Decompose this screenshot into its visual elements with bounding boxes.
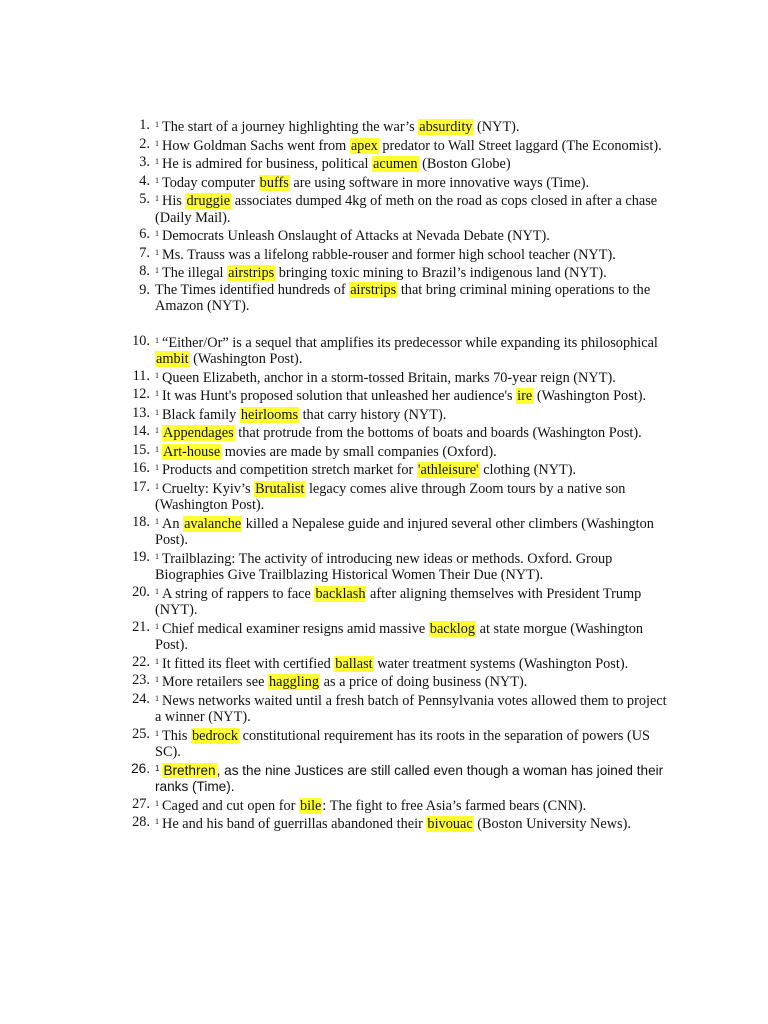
sentence-text: Black family xyxy=(162,406,240,423)
item-number: 17. xyxy=(132,478,150,495)
footnote-marker: 1 xyxy=(155,266,159,275)
footnote-marker: 1 xyxy=(155,426,159,435)
item-number: 24. xyxy=(132,690,150,707)
item-number: 18. xyxy=(132,513,150,530)
sentence-text: Today computer xyxy=(162,174,259,191)
sentence-text: water treatment systems (Washington Post). xyxy=(373,655,629,672)
list-item xyxy=(0,136,768,155)
sentence-text: associates dumped 4kg of meth on the road as cops closed in after a chase (Daily Mail). xyxy=(155,193,658,226)
footnote-marker: 1 xyxy=(155,389,159,398)
footnote-marker: 1 xyxy=(155,335,159,345)
highlighted-word: ballast xyxy=(335,655,373,672)
item-number: 22. xyxy=(132,653,150,670)
sentence-text: The Times identified hundreds of xyxy=(155,281,350,298)
sentence-text: Caged and cut open for xyxy=(162,797,299,814)
sentence-text: killed a Nepalese guide and injured several other climbers (Washington Post). xyxy=(155,515,654,548)
item-number: 15. xyxy=(132,441,150,458)
footnote-marker: 1 xyxy=(155,175,159,185)
item-number: 1. xyxy=(139,117,150,133)
list-item xyxy=(0,117,768,136)
footnote-marker: 1 xyxy=(155,728,159,738)
sentence-text: More retailers see xyxy=(162,674,268,690)
footnote-marker: 1 xyxy=(155,817,159,826)
sentence-text: This xyxy=(162,727,191,744)
list-item xyxy=(0,654,768,673)
list-item xyxy=(0,226,768,245)
highlighted-word: Brethren xyxy=(163,762,216,778)
footnote-marker: 1 xyxy=(155,138,159,148)
list-item xyxy=(0,549,768,584)
list-item xyxy=(0,814,768,833)
sentence-text: bringing toxic mining to Brazil’s indigenous land (NYT). xyxy=(275,265,607,281)
footnote-marker: 1 xyxy=(155,370,159,380)
list-item xyxy=(0,479,768,514)
list-item xyxy=(0,726,768,761)
sentence-text: His xyxy=(162,193,186,209)
sentence-text: News networks waited until a fresh batch of Pennsylvania votes allowed them to project a winner (NYT). xyxy=(155,692,667,725)
item-number: 14. xyxy=(132,423,150,439)
sentence-text: It was Hunt's proposed solution that unleashed her audience's xyxy=(162,388,517,404)
list-item xyxy=(0,423,768,442)
example-sentence-list xyxy=(0,117,768,833)
sentence-text: : The fight to free Asia’s farmed bears (CNN). xyxy=(322,797,587,814)
highlighted-word: buffs xyxy=(259,174,289,191)
footnote-marker: 1 xyxy=(155,407,159,417)
list-item xyxy=(0,584,768,619)
sentence-text: (Boston Globe) xyxy=(418,156,511,172)
footnote-marker: 1 xyxy=(155,120,159,129)
highlighted-word: airstrips xyxy=(350,281,397,298)
footnote-marker: 1 xyxy=(155,481,159,491)
highlighted-word: bivouac xyxy=(427,816,473,832)
highlighted-word: Brutalist xyxy=(255,480,305,497)
footnote-marker: 1 xyxy=(155,247,159,257)
item-number: 28. xyxy=(132,814,150,830)
highlighted-word: bile xyxy=(299,797,322,814)
list-item xyxy=(0,619,768,654)
sentence-text: constitutional requirement has its roots in the separation of powers (US SC). xyxy=(155,727,650,760)
highlighted-word: avalanche xyxy=(184,515,242,532)
list-item xyxy=(0,282,768,315)
sentence-text: The start of a journey highlighting the war’s xyxy=(162,119,419,135)
item-number: 16. xyxy=(132,460,150,476)
item-number: 21. xyxy=(132,618,150,635)
highlighted-word: apex xyxy=(350,137,378,154)
sentence-text: (NYT). xyxy=(473,119,520,135)
item-number: 4. xyxy=(139,172,150,189)
sentence-text: that bring criminal mining operations to the Amazon (NYT). xyxy=(155,281,651,314)
item-number: 13. xyxy=(132,404,150,421)
sentence-text: are using software in more innovative ways (Time). xyxy=(289,174,590,191)
footnote-marker: 1 xyxy=(155,621,159,631)
sentence-text: The illegal xyxy=(162,265,228,281)
sentence-text: movies are made by small companies (Oxford). xyxy=(221,443,497,460)
item-number: 3. xyxy=(139,154,150,170)
sentence-text: An xyxy=(162,515,184,532)
highlighted-word: backlog xyxy=(429,620,476,637)
list-item xyxy=(0,368,768,387)
item-number: 2. xyxy=(139,135,150,152)
list-item xyxy=(0,761,768,796)
sentence-text: (Washington Post). xyxy=(533,388,647,404)
footnote-marker: 1 xyxy=(155,656,159,666)
highlighted-word: haggling xyxy=(268,674,320,690)
sentence-text: predator to Wall Street laggard (The Economist). xyxy=(378,137,662,154)
sentence-text: “Either/Or” is a sequel that amplifies its predecessor while expanding its philosophical xyxy=(162,334,658,351)
sentence-text: legacy comes alive through Zoom tours by a native son (Washington Post). xyxy=(155,480,626,513)
highlighted-word: ire xyxy=(517,388,533,404)
footnote-marker: 1 xyxy=(155,551,159,561)
item-number: 7. xyxy=(139,244,150,261)
list-item xyxy=(0,263,768,282)
sentence-text: It fitted its fleet with certified xyxy=(162,655,335,672)
list-item xyxy=(0,386,768,405)
sentence-text: How Goldman Sachs went from xyxy=(162,137,350,154)
sentence-text: (Boston University News). xyxy=(473,816,631,832)
list-item xyxy=(0,191,768,226)
footnote-marker: 1 xyxy=(155,693,159,703)
highlighted-word: acumen xyxy=(373,156,418,172)
footnote-marker: 1 xyxy=(155,763,160,773)
footnote-marker: 1 xyxy=(155,463,159,472)
sentence-text: Trailblazing: The activity of introducing new ideas or methods. Oxford. Group Biographies Give Trailblazing Historical Women Their Due (NYT). xyxy=(155,550,613,583)
footnote-marker: 1 xyxy=(155,157,159,166)
sentence-text: Queen Elizabeth, anchor in a storm-tossed Britain, marks 70-year reign (NYT). xyxy=(162,369,616,386)
list-item xyxy=(0,442,768,461)
footnote-marker: 1 xyxy=(155,444,159,454)
footnote-marker: 1 xyxy=(155,586,159,596)
sentence-text: A string of rappers to face xyxy=(162,585,315,602)
list-item xyxy=(0,691,768,726)
sentence-text: He and his band of guerrillas abandoned their xyxy=(162,816,427,832)
item-number: 26. xyxy=(131,760,150,776)
sentence-text: after aligning themselves with President Trump (NYT). xyxy=(155,585,642,618)
list-item xyxy=(0,245,768,264)
sentence-text: that carry history (NYT). xyxy=(299,406,447,423)
item-number: 11. xyxy=(132,367,150,384)
highlighted-word: backlash xyxy=(315,585,366,602)
highlighted-word: bedrock xyxy=(192,727,239,744)
list-item xyxy=(0,154,768,173)
footnote-marker: 1 xyxy=(155,516,159,526)
item-number: 6. xyxy=(139,226,150,242)
footnote-marker: 1 xyxy=(155,229,159,238)
sentence-text: as a price of doing business (NYT). xyxy=(320,674,528,690)
highlighted-word: ambit xyxy=(156,351,189,367)
footnote-marker: 1 xyxy=(155,194,159,203)
sentence-text: Ms. Trauss was a lifelong rabble-rouser and former high school teacher (NYT). xyxy=(162,246,616,263)
list-item xyxy=(0,460,768,479)
sentence-text: , as the nine Justices are still called even though a woman has joined their ranks (Time). xyxy=(155,762,664,794)
highlighted-word: absurdity xyxy=(419,119,473,135)
item-number: 9. xyxy=(139,281,150,298)
sentence-text: at state morgue (Washington Post). xyxy=(155,620,643,653)
highlighted-word: Art-house xyxy=(163,443,221,460)
item-number: 25. xyxy=(132,725,150,742)
list-item xyxy=(0,514,768,549)
item-number: 23. xyxy=(132,672,150,688)
sentence-text: that protrude from the bottoms of boats and boards (Washington Post). xyxy=(234,425,642,441)
list-item xyxy=(0,173,768,192)
list-item xyxy=(0,333,768,368)
item-number: 20. xyxy=(132,583,150,600)
sentence-text: He is admired for business, political xyxy=(162,156,373,172)
list-item xyxy=(0,796,768,815)
sentence-text: (Washington Post). xyxy=(189,351,303,367)
item-number: 10. xyxy=(132,332,150,349)
highlighted-word: Appendages xyxy=(163,425,234,441)
sentence-text: Products and competition stretch market for xyxy=(162,462,417,478)
highlighted-word: airstrips xyxy=(228,265,275,281)
item-number: 19. xyxy=(132,548,150,565)
highlighted-word: druggie xyxy=(186,193,231,209)
item-number: 5. xyxy=(139,191,150,207)
list-item xyxy=(0,672,768,691)
footnote-marker: 1 xyxy=(155,675,159,684)
highlighted-word: heirlooms xyxy=(240,406,299,423)
item-number: 8. xyxy=(139,263,150,279)
sentence-text: Chief medical examiner resigns amid massive xyxy=(162,620,429,637)
footnote-marker: 1 xyxy=(155,798,159,808)
item-number: 27. xyxy=(132,795,150,812)
sentence-text: clothing (NYT). xyxy=(479,462,577,478)
sentence-text: Cruelty: Kyiv’s xyxy=(162,480,255,497)
highlighted-word: 'athleisure' xyxy=(417,462,479,478)
item-number: 12. xyxy=(132,386,150,402)
list-item xyxy=(0,405,768,424)
sentence-text: Democrats Unleash Onslaught of Attacks at Nevada Debate (NYT). xyxy=(162,228,550,244)
